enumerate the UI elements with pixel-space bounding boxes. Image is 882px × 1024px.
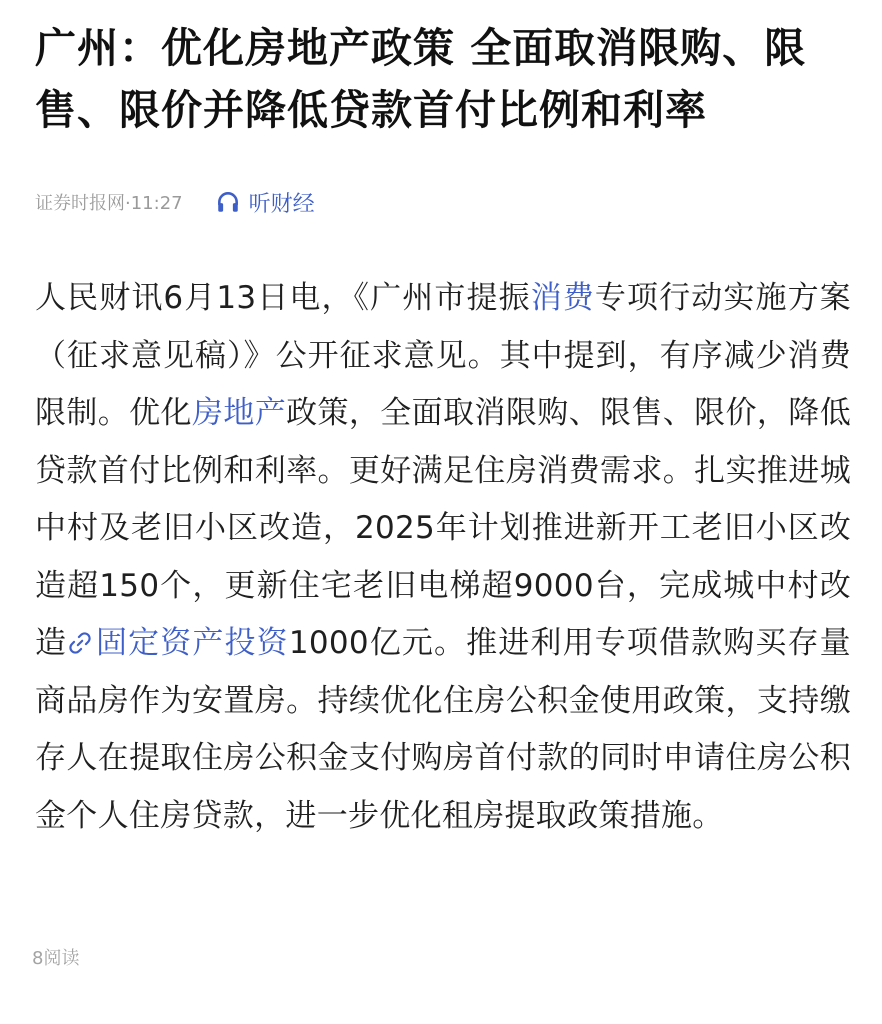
body-text-segment: 1000亿元。推进利用专项借款购买存量商品房作为安置房。持续优化住房公积金使用政策，支持缴存人在提取住房公积金支付购房首付款的同时申请住房公积金个人住房贷款，进一步优化租房提取政策措施。	[35, 625, 851, 834]
listen-finance-button[interactable]	[215, 187, 315, 218]
link-consumption[interactable]: 消费	[530, 280, 595, 316]
article-body	[35, 270, 851, 845]
link-real-estate[interactable]: 房地产	[191, 395, 287, 431]
link-fixed-asset-label: 固定资产投资	[95, 625, 289, 661]
headphones-icon	[215, 189, 241, 215]
body-text-segment: 政策，全面取消限购、限售、限价，降低贷款首付比例和利率。更好满足住房消费需求。扎实推进城中村及老旧小区改造，2025年计划推进新开工老旧小区改造超150个，更新住宅老旧电梯超9000台，完成城中村改造	[35, 395, 851, 661]
body-text-segment: 人民财讯6月13日电，《广州市提振	[35, 280, 531, 316]
article-meta	[35, 186, 315, 218]
listen-finance-label: 听财经	[248, 191, 315, 217]
link-icon	[67, 630, 93, 656]
source-time: 证券时报网·11:27	[35, 193, 183, 214]
link-fixed-asset-investment[interactable]	[67, 625, 289, 661]
article-title: 广州：优化房地产政策 全面取消限购、限售、限价并降低贷款首付比例和利率	[35, 24, 807, 134]
body-text-segment: 专项行动实施方案（征求意见稿）》公开征求意见。其中提到，有序减少消费限制。优化	[35, 280, 851, 431]
read-count: 8阅读	[32, 948, 80, 969]
